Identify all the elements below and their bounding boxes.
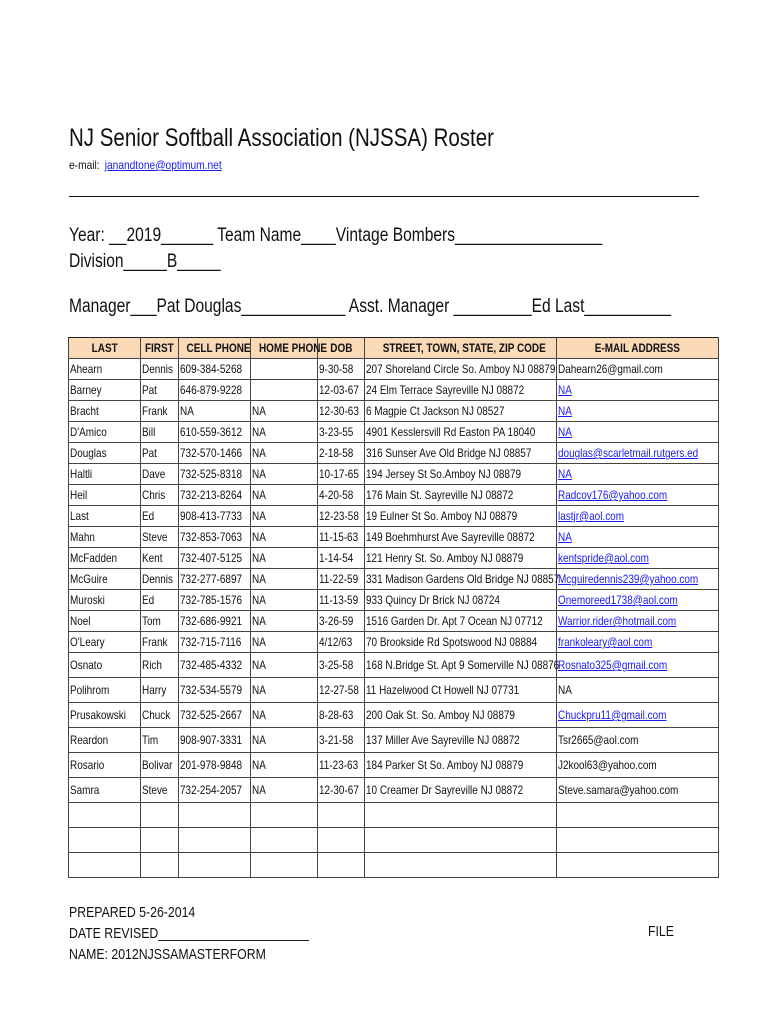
- cell-first: Bolivar: [141, 753, 179, 778]
- cell-email[interactable]: Radcov176@yahoo.com: [557, 485, 719, 506]
- cell-home-phone: NA: [251, 778, 318, 803]
- column-header-first: FIRST: [141, 338, 179, 359]
- empty-table-row: [69, 853, 719, 878]
- cell-last: Mahn: [69, 527, 141, 548]
- cell-dob: 11-13-59: [318, 590, 365, 611]
- empty-cell: [318, 853, 365, 878]
- empty-cell: [365, 853, 557, 878]
- cell-first: Kent: [141, 548, 179, 569]
- cell-home-phone: NA: [251, 506, 318, 527]
- cell-address: 24 Elm Terrace Sayreville NJ 08872: [365, 380, 557, 401]
- empty-cell: [365, 828, 557, 853]
- cell-home-phone: NA: [251, 422, 318, 443]
- cell-last: Bracht: [69, 401, 141, 422]
- cell-first: Pat: [141, 380, 179, 401]
- table-row: [69, 506, 719, 527]
- cell-last: Douglas: [69, 443, 141, 464]
- table-row: [69, 590, 719, 611]
- cell-last: D'Amico: [69, 422, 141, 443]
- table-row: [69, 548, 719, 569]
- cell-home-phone: NA: [251, 464, 318, 485]
- cell-address: 6 Magpie Ct Jackson NJ 08527: [365, 401, 557, 422]
- table-header-row: [69, 338, 719, 359]
- cell-email[interactable]: NA: [557, 527, 719, 548]
- table-row: [69, 653, 719, 678]
- empty-cell: [251, 853, 318, 878]
- cell-dob: 1-14-54: [318, 548, 365, 569]
- cell-last: Heil: [69, 485, 141, 506]
- cell-cell-phone: 908-907-3331: [179, 728, 251, 753]
- cell-last: Samra: [69, 778, 141, 803]
- cell-first: Tom: [141, 611, 179, 632]
- empty-cell: [557, 803, 719, 828]
- cell-first: Frank: [141, 401, 179, 422]
- email-link[interactable]: janandtone@optimum.net: [104, 158, 222, 172]
- cell-email: J2kool63@yahoo.com: [557, 753, 719, 778]
- cell-cell-phone: 732-525-8318: [179, 464, 251, 485]
- cell-home-phone: NA: [251, 548, 318, 569]
- cell-cell-phone: 732-686-9921: [179, 611, 251, 632]
- cell-dob: 3-21-58: [318, 728, 365, 753]
- cell-dob: 12-30-67: [318, 778, 365, 803]
- table-row: [69, 401, 719, 422]
- cell-last: Barney: [69, 380, 141, 401]
- empty-cell: [69, 853, 141, 878]
- cell-address: 331 Madison Gardens Old Bridge NJ 08857: [365, 569, 557, 590]
- cell-email: NA: [557, 678, 719, 703]
- manager-line: Manager___Pat Douglas____________ Asst. Manager _________Ed Last__________: [69, 296, 672, 317]
- cell-first: Dennis: [141, 569, 179, 590]
- cell-dob: 8-28-63: [318, 703, 365, 728]
- table-row: [69, 359, 719, 380]
- cell-home-phone: NA: [251, 653, 318, 678]
- cell-home-phone: NA: [251, 632, 318, 653]
- cell-dob: 9-30-58: [318, 359, 365, 380]
- cell-email[interactable]: Chuckpru11@gmail.com: [557, 703, 719, 728]
- empty-cell: [179, 803, 251, 828]
- cell-home-phone: NA: [251, 678, 318, 703]
- cell-first: Harry: [141, 678, 179, 703]
- cell-home-phone: [251, 380, 318, 401]
- cell-email: Tsr2665@aol.com: [557, 728, 719, 753]
- cell-email[interactable]: NA: [557, 422, 719, 443]
- cell-first: Ed: [141, 506, 179, 527]
- cell-dob: 12-23-58: [318, 506, 365, 527]
- cell-address: 121 Henry St. So. Amboy NJ 08879: [365, 548, 557, 569]
- cell-dob: 3-26-59: [318, 611, 365, 632]
- cell-home-phone: NA: [251, 401, 318, 422]
- cell-last: Polihrom: [69, 678, 141, 703]
- table-row: [69, 527, 719, 548]
- cell-last: McGuire: [69, 569, 141, 590]
- cell-last: Rosario: [69, 753, 141, 778]
- table-row: [69, 753, 719, 778]
- cell-address: 176 Main St. Sayreville NJ 08872: [365, 485, 557, 506]
- file-label: FILE: [648, 923, 674, 940]
- table-row: [69, 778, 719, 803]
- cell-home-phone: NA: [251, 611, 318, 632]
- cell-home-phone: NA: [251, 443, 318, 464]
- cell-dob: 4/12/63: [318, 632, 365, 653]
- form-name: NAME: 2012NJSSAMASTERFORM: [69, 946, 266, 963]
- column-header-dob: DOB: [318, 338, 365, 359]
- table-row: [69, 728, 719, 753]
- cell-first: Dave: [141, 464, 179, 485]
- column-header-email: E-MAIL ADDRESS: [557, 338, 719, 359]
- cell-email[interactable]: Warrior.rider@hotmail.com: [557, 611, 719, 632]
- cell-address: 19 Eulner St So. Amboy NJ 08879: [365, 506, 557, 527]
- empty-cell: [141, 853, 179, 878]
- cell-email[interactable]: NA: [557, 464, 719, 485]
- empty-cell: [69, 803, 141, 828]
- column-header-last: LAST: [69, 338, 141, 359]
- cell-cell-phone: 732-715-7116: [179, 632, 251, 653]
- cell-home-phone: NA: [251, 485, 318, 506]
- cell-address: 168 N.Bridge St. Apt 9 Somerville NJ 08876: [365, 653, 557, 678]
- empty-table-row: [69, 803, 719, 828]
- cell-dob: 4-20-58: [318, 485, 365, 506]
- divider: [69, 196, 699, 197]
- cell-address: 207 Shoreland Circle So. Amboy NJ 08879: [365, 359, 557, 380]
- cell-dob: 3-25-58: [318, 653, 365, 678]
- table-row: [69, 485, 719, 506]
- cell-cell-phone: 732-853-7063: [179, 527, 251, 548]
- cell-email: Dahearn26@gmail.com: [557, 359, 719, 380]
- cell-dob: 12-30-63: [318, 401, 365, 422]
- email-label: e-mail:: [69, 158, 100, 172]
- table-row: [69, 422, 719, 443]
- cell-home-phone: NA: [251, 703, 318, 728]
- cell-cell-phone: 732-254-2057: [179, 778, 251, 803]
- cell-first: Tim: [141, 728, 179, 753]
- cell-cell-phone: 732-785-1576: [179, 590, 251, 611]
- cell-cell-phone: NA: [179, 401, 251, 422]
- cell-last: Noel: [69, 611, 141, 632]
- cell-dob: 11-23-63: [318, 753, 365, 778]
- cell-dob: 2-18-58: [318, 443, 365, 464]
- empty-cell: [251, 828, 318, 853]
- prepared-date: PREPARED 5-26-2014: [69, 904, 196, 921]
- cell-first: Steve: [141, 527, 179, 548]
- cell-last: Haltli: [69, 464, 141, 485]
- table-row: [69, 380, 719, 401]
- table-row: [69, 464, 719, 485]
- cell-dob: 12-03-67: [318, 380, 365, 401]
- column-header-cell-phone: CELL PHONE: [179, 338, 251, 359]
- cell-dob: 3-23-55: [318, 422, 365, 443]
- cell-first: Pat: [141, 443, 179, 464]
- cell-first: Dennis: [141, 359, 179, 380]
- cell-last: Osnato: [69, 653, 141, 678]
- cell-last: Muroski: [69, 590, 141, 611]
- cell-email[interactable]: NA: [557, 380, 719, 401]
- cell-first: Frank: [141, 632, 179, 653]
- empty-cell: [141, 803, 179, 828]
- cell-first: Steve: [141, 778, 179, 803]
- cell-cell-phone: 908-413-7733: [179, 506, 251, 527]
- table-row: [69, 443, 719, 464]
- empty-cell: [557, 828, 719, 853]
- cell-email: Steve.samara@yahoo.com: [557, 778, 719, 803]
- empty-table-row: [69, 828, 719, 853]
- table-row: [69, 678, 719, 703]
- division-line: Division_____B_____: [69, 251, 221, 272]
- cell-dob: 11-15-63: [318, 527, 365, 548]
- empty-cell: [557, 853, 719, 878]
- cell-first: Rich: [141, 653, 179, 678]
- cell-cell-phone: 609-384-5268: [179, 359, 251, 380]
- table-row: [69, 632, 719, 653]
- cell-email[interactable]: Onemoreed1738@aol.com: [557, 590, 719, 611]
- cell-email[interactable]: Rosnato325@gmail.com: [557, 653, 719, 678]
- cell-last: Reardon: [69, 728, 141, 753]
- cell-first: Bill: [141, 422, 179, 443]
- empty-cell: [69, 828, 141, 853]
- cell-address: 10 Creamer Dr Sayreville NJ 08872: [365, 778, 557, 803]
- cell-home-phone: NA: [251, 590, 318, 611]
- footer: [69, 902, 309, 965]
- cell-address: 933 Quincy Dr Brick NJ 08724: [365, 590, 557, 611]
- cell-first: Chuck: [141, 703, 179, 728]
- table-row: [69, 569, 719, 590]
- cell-cell-phone: 732-485-4332: [179, 653, 251, 678]
- empty-cell: [318, 828, 365, 853]
- cell-cell-phone: 732-213-8264: [179, 485, 251, 506]
- cell-cell-phone: 732-277-6897: [179, 569, 251, 590]
- cell-cell-phone: 732-534-5579: [179, 678, 251, 703]
- cell-home-phone: NA: [251, 728, 318, 753]
- cell-email[interactable]: Mcguiredennis239@yahoo.com: [557, 569, 719, 590]
- cell-home-phone: [251, 359, 318, 380]
- cell-last: McFadden: [69, 548, 141, 569]
- cell-email[interactable]: kentspride@aol.com: [557, 548, 719, 569]
- cell-dob: 10-17-65: [318, 464, 365, 485]
- empty-cell: [318, 803, 365, 828]
- roster-table: [68, 337, 719, 878]
- cell-address: 4901 Kesslersvill Rd Easton PA 18040: [365, 422, 557, 443]
- cell-address: 316 Sunser Ave Old Bridge NJ 08857: [365, 443, 557, 464]
- empty-cell: [141, 828, 179, 853]
- date-revised: DATE REVISED______________________: [69, 925, 309, 942]
- empty-cell: [251, 803, 318, 828]
- cell-address: 70 Brookside Rd Spotswood NJ 08884: [365, 632, 557, 653]
- cell-dob: 12-27-58: [318, 678, 365, 703]
- cell-email[interactable]: frankoleary@aol.com: [557, 632, 719, 653]
- cell-home-phone: NA: [251, 753, 318, 778]
- cell-home-phone: NA: [251, 527, 318, 548]
- table-row: [69, 611, 719, 632]
- column-header-address: STREET, TOWN, STATE, ZIP CODE: [365, 338, 557, 359]
- page-title: NJ Senior Softball Association (NJSSA) Roster: [69, 124, 494, 152]
- cell-cell-phone: 201-978-9848: [179, 753, 251, 778]
- cell-dob: 11-22-59: [318, 569, 365, 590]
- cell-email[interactable]: douglas@scarletmail.rutgers.ed: [557, 443, 719, 464]
- cell-address: 1516 Garden Dr. Apt 7 Ocean NJ 07712: [365, 611, 557, 632]
- cell-last: Last: [69, 506, 141, 527]
- cell-cell-phone: 610-559-3612: [179, 422, 251, 443]
- table-row: [69, 703, 719, 728]
- cell-cell-phone: 732-570-1466: [179, 443, 251, 464]
- cell-cell-phone: 646-879-9228: [179, 380, 251, 401]
- empty-cell: [365, 803, 557, 828]
- cell-address: 194 Jersey St So.Amboy NJ 08879: [365, 464, 557, 485]
- empty-cell: [179, 828, 251, 853]
- cell-address: 200 Oak St. So. Amboy NJ 08879: [365, 703, 557, 728]
- cell-cell-phone: 732-407-5125: [179, 548, 251, 569]
- cell-email[interactable]: NA: [557, 401, 719, 422]
- cell-last: Prusakowski: [69, 703, 141, 728]
- year-team-line: Year: __2019______ Team Name____Vintage Bombers_________________: [69, 225, 603, 246]
- email-line: [69, 158, 222, 172]
- cell-address: 11 Hazelwood Ct Howell NJ 07731: [365, 678, 557, 703]
- cell-address: 149 Boehmhurst Ave Sayreville 08872: [365, 527, 557, 548]
- cell-last: O'Leary: [69, 632, 141, 653]
- cell-home-phone: NA: [251, 569, 318, 590]
- cell-address: 184 Parker St So. Amboy NJ 08879: [365, 753, 557, 778]
- cell-first: Ed: [141, 590, 179, 611]
- cell-first: Chris: [141, 485, 179, 506]
- cell-cell-phone: 732-525-2667: [179, 703, 251, 728]
- empty-cell: [179, 853, 251, 878]
- cell-last: Ahearn: [69, 359, 141, 380]
- cell-email[interactable]: lastjr@aol.com: [557, 506, 719, 527]
- column-header-home-phone: HOME PHONE: [251, 338, 318, 359]
- cell-address: 137 Miller Ave Sayreville NJ 08872: [365, 728, 557, 753]
